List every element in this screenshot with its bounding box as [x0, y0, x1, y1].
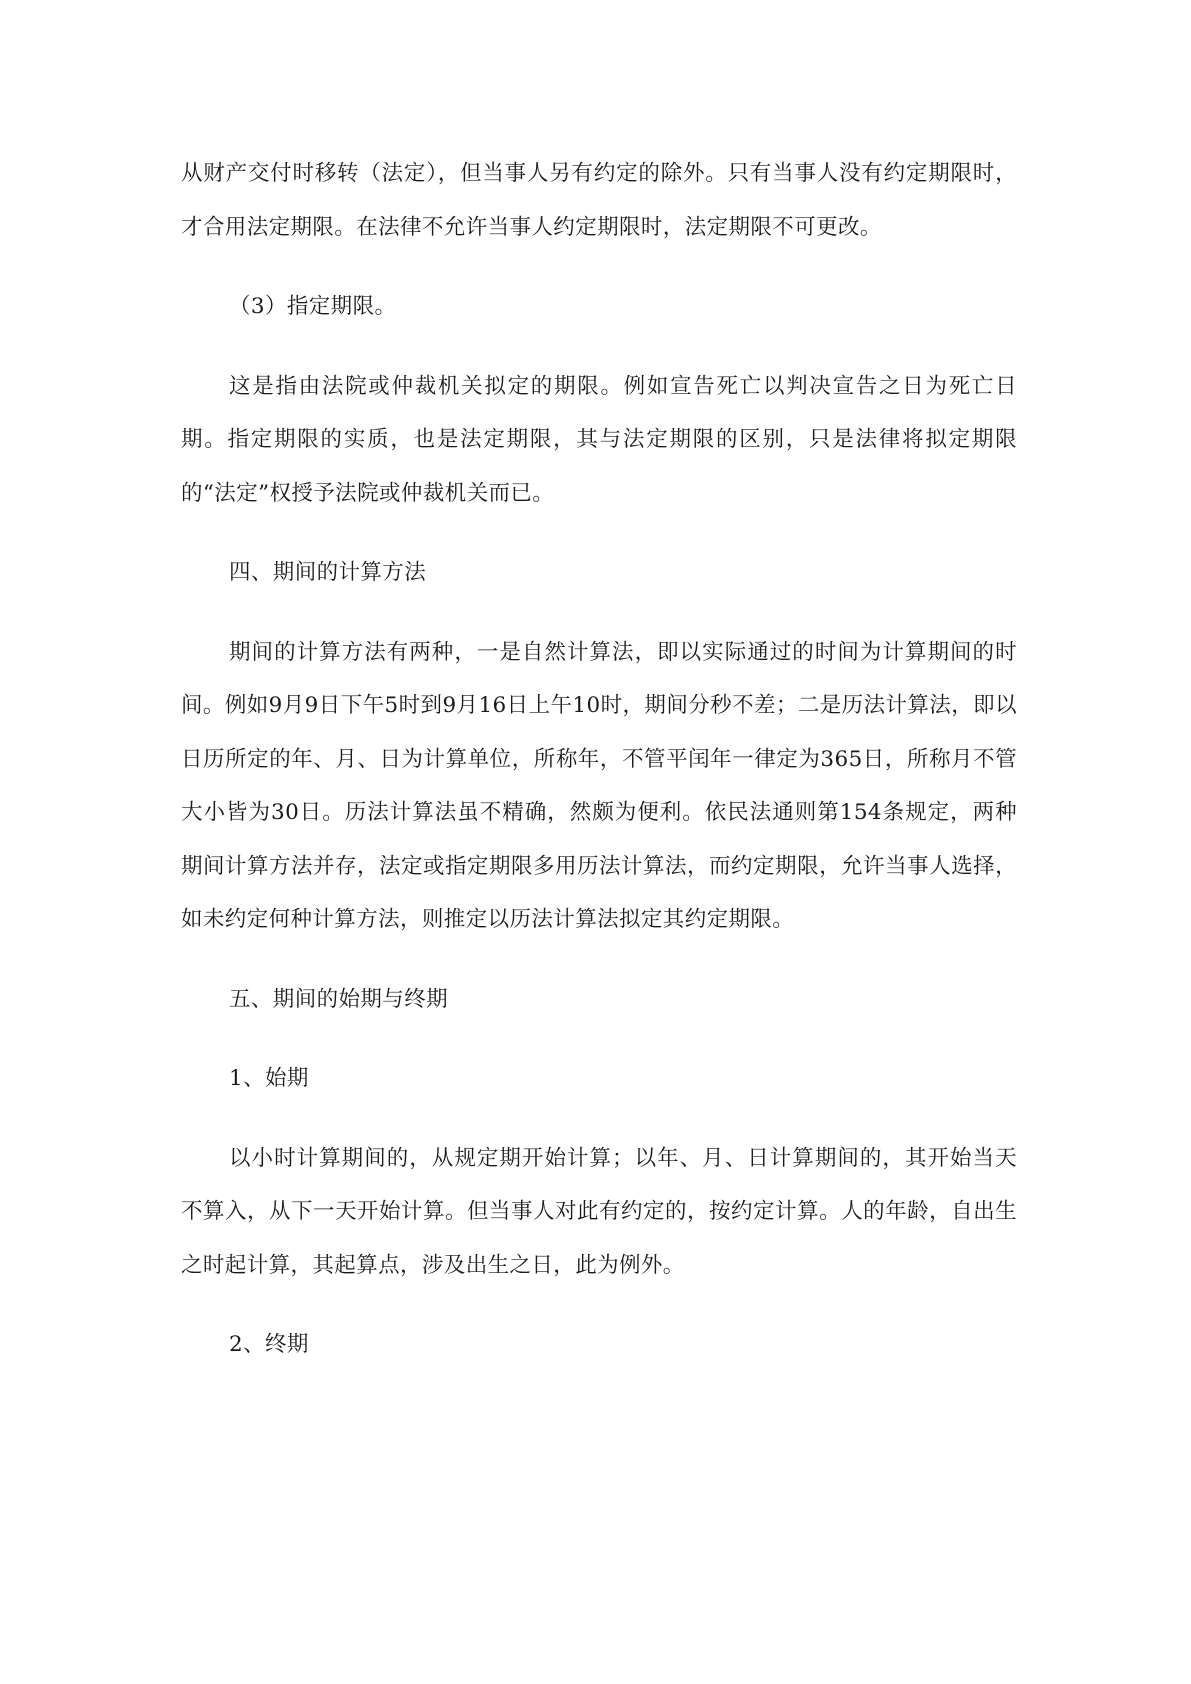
paragraph-calculation-method: 期间的计算方法有两种，一是自然计算法，即以实际通过的时间为计算期间的时间。例如9月9日下午5时到9月16日上午10时，期间分秒不差；二是历法计算法，即以日历所定的年、月、日为计算单位，所称年，不管平闰年一律定为365日，所称月不管大小皆为30日。历法计算法虽不精确，然颇为便利。依民法通则第154条规定，两种期间计算方法并存，法定或指定期限多用历法计算法，而约定期限，允许当事人选择，如未约定何种计算方法，则推定以历法计算法拟定其约定期限。	[181, 639, 1017, 932]
subheading-end: 2、终期	[229, 1332, 309, 1357]
paragraph-designated-period: 这是指由法院或仲裁机关拟定的期限。例如宣告死亡以判决宣告之日为死亡日期。指定期限的实质，也是法定期限，其与法定期限的区别，只是法律将拟定期限的“法定”权授予法院或仲裁机关而已。	[181, 373, 1017, 506]
paragraph-start: 以小时计算期间的，从规定期开始计算；以年、月、日计算期间的，其开始当天不算入，从下一天开始计算。但当事人对此有约定的，按约定计算。人的年龄，自出生之时起计算，其起算点，涉及出生之日，此为例外。	[181, 1145, 1017, 1278]
section-heading-start-end: 五、期间的始期与终期	[229, 986, 449, 1012]
paragraph-continuation: 从财产交付时移转（法定），但当事人另有约定的除外。只有当事人没有约定期限时，才合用法定期限。在法律不允许当事人约定期限时，法定期限不可更改。	[181, 161, 1017, 240]
heading-designated-period: （3）指定期限。	[229, 294, 397, 319]
document-body	[181, 147, 1017, 1372]
subheading-start: 1、始期	[229, 1066, 309, 1091]
section-heading-calculation-method: 四、期间的计算方法	[229, 560, 427, 585]
